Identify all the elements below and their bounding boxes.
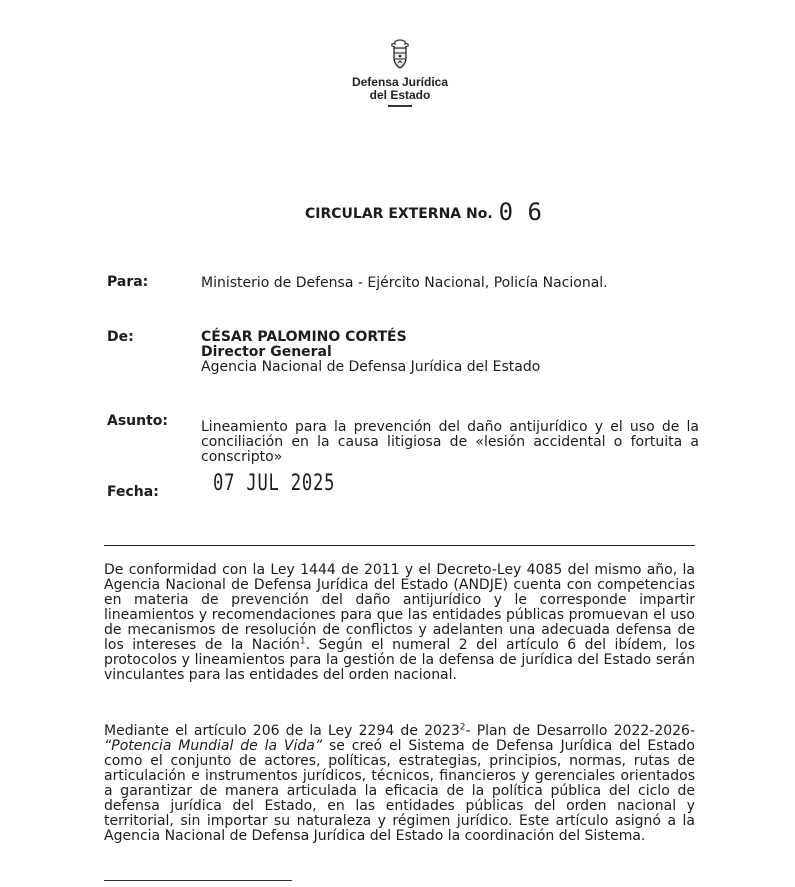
paragraph-1-text: De conformidad con la Ley 1444 de 2011 y el Decreto-Ley 4085 del mismo año, la Agencia Nacional de Defensa Jurídica del Estado (ANDJE) cuenta con competencias en materia de prevención del daño antijurídico y le corresponde impartir lineamientos y recomendaciones para que las entidades públicas promuevan el uso de mecanismos de resolución de conflictos y adelanten una adecuada defensa de los intereses de la Nación — [104, 562, 695, 653]
circular-number: 0 6 — [498, 198, 543, 226]
sender-agency: Agencia Nacional de Defensa Jurídica del Estado — [201, 359, 541, 375]
para-value: Ministerio de Defensa - Ejército Nacional, Policía Nacional. — [201, 275, 608, 291]
org-name-line1: Defensa Jurídica — [351, 75, 449, 89]
sender-role: Director General — [201, 344, 332, 360]
de-label: De: — [107, 329, 134, 345]
sender-name: CÉSAR PALOMINO CORTÉS — [201, 329, 407, 345]
plan-title: “Potencia Mundial de la Vida” — [104, 738, 323, 754]
paragraph-1 — [104, 563, 695, 683]
asunto-label: Asunto: — [107, 413, 169, 429]
paragraph-2 — [104, 724, 695, 844]
letterhead-divider — [388, 105, 412, 107]
para-label: Para: — [107, 274, 149, 290]
footnote-ref-2: 2 — [459, 722, 466, 733]
org-name-line2: del Estado — [369, 88, 431, 102]
paragraph-2-start: Mediante el artículo 206 de la Ley 2294 de 2023 — [104, 723, 460, 739]
fecha-stamp: 07 JUL 2025 — [213, 471, 336, 496]
letterhead — [330, 38, 470, 107]
asunto-value: Lineamiento para la prevención del daño antijurídico y el uso de la conciliación en la causa litigiosa de «lesión accidental o fortuita a conscripto» — [201, 419, 699, 465]
paragraph-2-mid: - Plan de Desarrollo 2022-2026- — [465, 723, 695, 739]
circular-heading — [305, 198, 542, 226]
footnote-divider — [104, 880, 292, 881]
de-block — [201, 330, 699, 375]
fecha-label: Fecha: — [107, 484, 159, 500]
paragraph-2-rest: se creó el Sistema de Defensa Jurídica del Estado como el conjunto de actores, políticas, estrategias, principios, normas, rutas de articulación e instrumentos jurídicos, técnicos, financieros y gerenciales orientados a garantizar de manera articulada la eficacia de la política pública del ciclo de defensa jurídica del Estado, en las entidades públicas del orden nacional y territorial, sin importar su naturaleza y régimen jurídico. Este artículo asignó a la Agencia Nacional de Defensa Jurídica del Estado la coordinación del Sistema. — [104, 738, 695, 844]
footnote-ref-1: 1 — [299, 636, 306, 647]
section-divider — [104, 545, 695, 546]
circular-title: CIRCULAR EXTERNA No. — [305, 206, 493, 222]
paragraph-1-rest: . Según el numeral 2 del artículo 6 del ibídem, los protocolos y lineamientos para la gestión de la defensa de jurídica del Estado serán vinculantes para las entidades del orden nacional. — [104, 637, 695, 683]
coat-of-arms-icon — [387, 38, 413, 70]
